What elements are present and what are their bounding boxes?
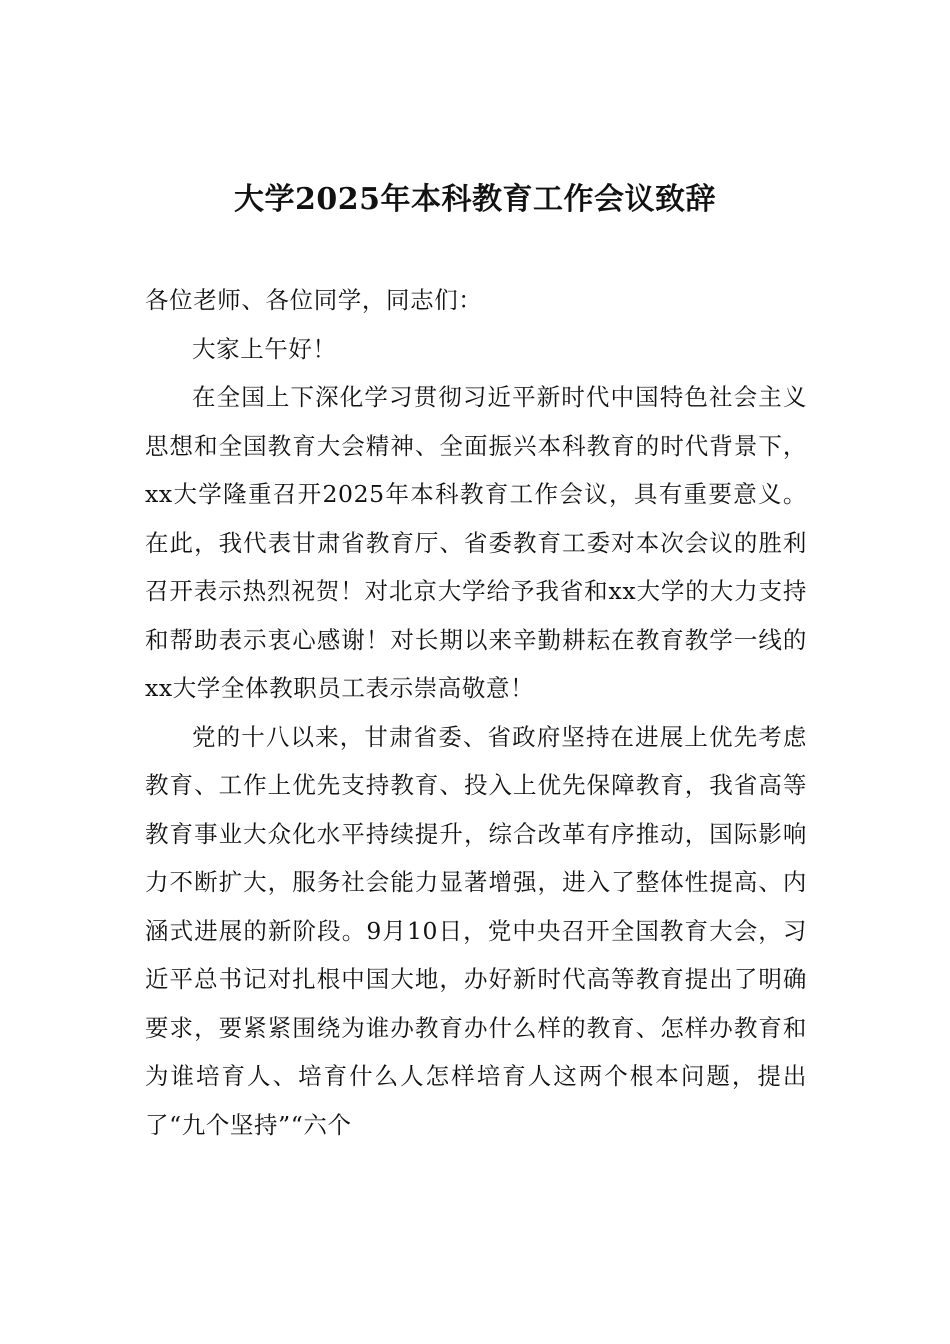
paragraph-congratulations: 在全国上下深化学习贯彻习近平新时代中国特色社会主义思想和全国教育大会精神、全面振兴本科教育的时代背景下，xx大学隆重召开2025年本科教育工作会议，具有重要意义。在此，我代表甘肃省教育厅、省委教育工委对本次会议的胜利召开表示热烈祝贺！对北京大学给予我省和xx大学的大力支持和帮助表示衷心感谢！对长期以来辛勤耕耘在教育教学一线的xx大学全体教职员工表示崇高敬意！: [145, 383, 807, 702]
paragraph-achievements: 党的十八以来，甘肃省委、省政府坚持在进展上优先考虑教育、工作上优先支持教育、投入上优先保障教育，我省高等教育事业大众化水平持续提升，综合改革有序推动，国际影响力不断扩大，服务社会能力显著增强，进入了整体性提高、内涵式进展的新阶段。9月10日，党中央召开全国教育大会，习近平总书记对扎根中国大地，办好新时代高等教育提出了明确要求，要紧紧围绕为谁办教育办什么样的教育、怎样办教育和为谁培育人、培育什么人怎样培育人这两个根本问题，提出了“九个坚持”“六个: [145, 722, 807, 1139]
salutation: 各位老师、各位同学，同志们：: [145, 286, 483, 314]
document-body: [145, 276, 807, 1149]
document-title: 大学2025年本科教育工作会议致辞: [234, 182, 716, 217]
paragraph-greeting: 大家上午好！: [192, 334, 337, 363]
